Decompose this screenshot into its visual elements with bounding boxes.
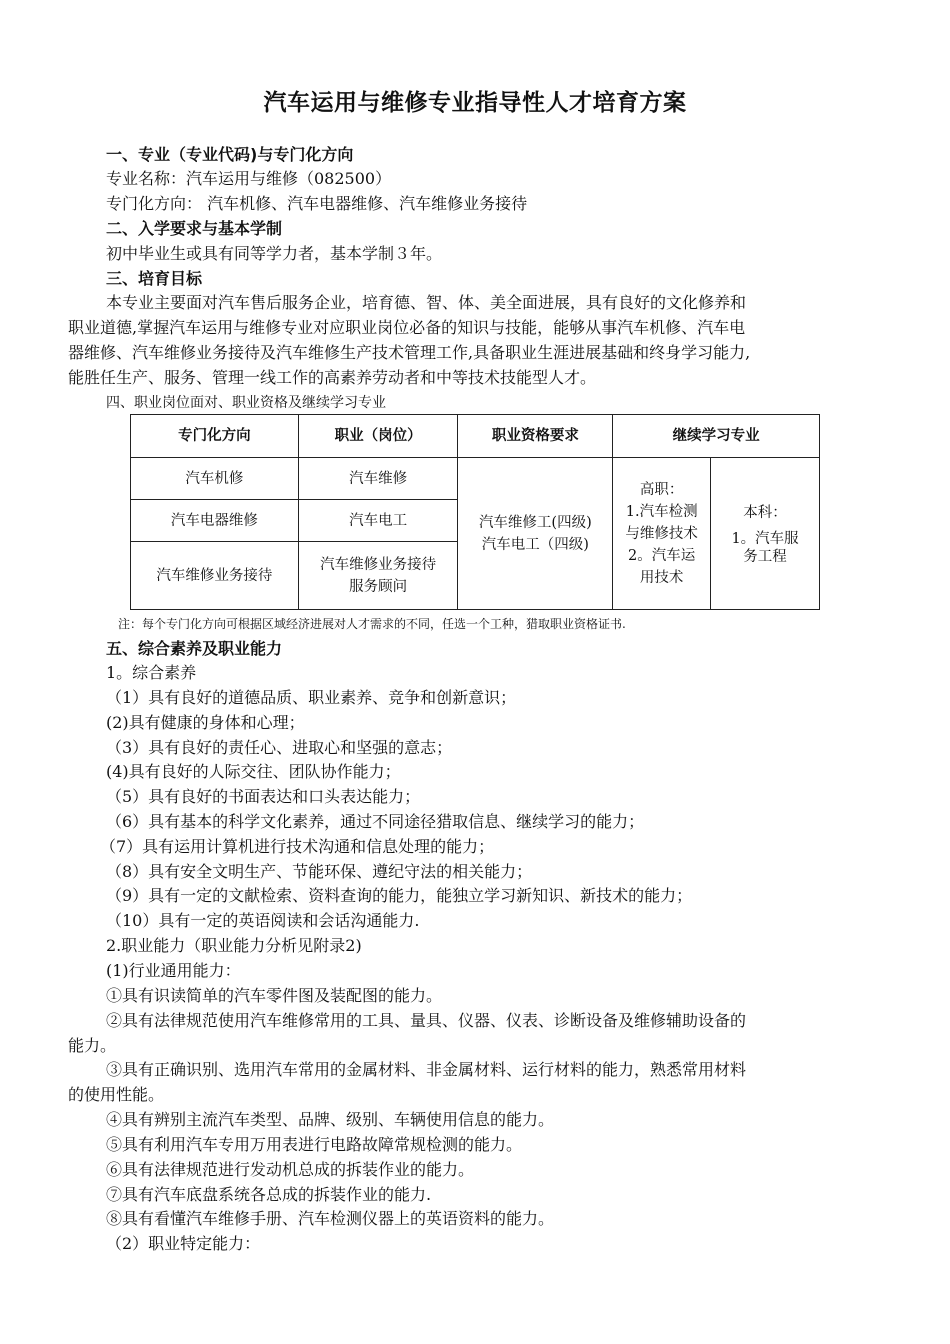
- quality-item: （8）具有安全文明生产、节能环保、遵纪守法的相关能力；: [106, 862, 533, 881]
- quality-item: （10）具有一定的英语阅读和会话沟通能力.: [106, 911, 420, 930]
- sub-heading-specific-abilities: （2）职业特定能力：: [106, 1234, 261, 1253]
- ability-item: ⑦具有汽车底盘系统各总成的拆装作业的能力.: [106, 1185, 432, 1204]
- ability-item: ⑧具有看懂汽车维修手册、汽车检测仪器上的英语资料的能力。: [106, 1209, 555, 1228]
- cell-direction: 汽车机修: [131, 458, 299, 500]
- table-header-row: [131, 415, 820, 458]
- section-5-heading: 五、综合素养及职业能力: [106, 639, 283, 658]
- higher-line: 高职：: [639, 481, 684, 498]
- ability-item-continued: 的使用性能。: [68, 1085, 165, 1104]
- quality-item: （6）具有基本的科学文化素养，通过不同途径猎取信息、继续学习的能力；: [106, 812, 645, 831]
- cell-job: 汽车维修: [298, 458, 458, 500]
- page-title: 汽车运用与维修专业指导性人才培育方案: [263, 90, 687, 116]
- cell-direction: 汽车维修业务接待: [131, 542, 299, 610]
- major-name: 专业名称：汽车运用与维修（082500）: [106, 169, 392, 188]
- section-3-heading: 三、培育目标: [106, 269, 203, 288]
- sub-heading-abilities: 2.职业能力（职业能力分析见附录2): [106, 936, 362, 955]
- qualification-line: 汽车维修工(四级): [478, 514, 592, 531]
- quality-item: （1）具有良好的道德品质、职业素养、竞争和创新意识；: [106, 688, 517, 707]
- cell-job: [298, 542, 458, 610]
- cell-bachelor: [711, 458, 820, 610]
- goal-line: 职业道德,掌握汽车运用与维修专业对应职业岗位必备的知识与技能，能够从事汽车机修、汽车电: [68, 318, 746, 337]
- quality-item: (4)具有良好的人际交往、团队协作能力；: [106, 762, 401, 781]
- bachelor-line: 本科：: [743, 504, 787, 521]
- quality-item: （3）具有良好的责任心、进取心和坚强的意志；: [106, 738, 453, 757]
- job-line: 汽车维修业务接待: [320, 556, 437, 573]
- bachelor-line: 1。汽车服: [731, 530, 799, 547]
- enrollment-text: 初中毕业生或具有同等学力者，基本学制３年。: [106, 244, 443, 263]
- cell-direction: 汽车电器维修: [131, 500, 299, 542]
- cell-qualification: [458, 458, 613, 610]
- career-table: [130, 414, 820, 610]
- bachelor-line: 务工程: [743, 548, 787, 565]
- higher-line: 2。汽车运: [628, 547, 696, 564]
- higher-line: 与维修技术: [625, 525, 698, 542]
- ability-item: ④具有辨别主流汽车类型、品牌、级别、车辆使用信息的能力。: [106, 1110, 555, 1129]
- table-row: [131, 458, 820, 500]
- quality-item: （9）具有一定的文献检索、资料查询的能力，能独立学习新知识、新技术的能力；: [106, 886, 693, 905]
- ability-item: ③具有正确识别、选用汽车常用的金属材料、非金属材料、运行材料的能力，熟悉常用材料: [106, 1060, 747, 1079]
- table-note: 注：每个专门化方向可根据区域经济进展对人才需求的不同，任选一个工种，猎取职业资格证书.: [118, 617, 626, 631]
- goal-line: 能胜任生产、服务、管理一线工作的高素养劳动者和中等技术技能型人才。: [68, 368, 597, 387]
- higher-line: 用技术: [639, 569, 684, 586]
- sub-heading-general-abilities: (1)行业通用能力：: [106, 961, 241, 980]
- ability-item: ①具有识读简单的汽车零件图及装配图的能力。: [106, 986, 443, 1005]
- quality-item: （7）具有运用计算机进行技术沟通和信息处理的能力；: [100, 837, 495, 856]
- qualification-line: 汽车电工（四级): [481, 536, 589, 553]
- section-1-heading: 一、专业（专业代码)与专门化方向: [106, 145, 354, 164]
- ability-item-continued: 能力。: [68, 1036, 117, 1055]
- quality-item: （5）具有良好的书面表达和口头表达能力；: [106, 787, 421, 806]
- quality-item: (2)具有健康的身体和心理；: [106, 713, 305, 732]
- header-qualification: 职业资格要求: [458, 415, 613, 458]
- section-2-heading: 二、入学要求与基本学制: [106, 219, 283, 238]
- cell-job: 汽车电工: [298, 500, 458, 542]
- ability-item: ②具有法律规范使用汽车维修常用的工具、量具、仪器、仪表、诊断设备及维修辅助设备的: [106, 1011, 747, 1030]
- header-direction: 专门化方向: [131, 415, 299, 458]
- cell-higher-vocational: [613, 458, 711, 610]
- goal-line: 器维修、汽车维修业务接待及汽车维修生产技术管理工作,具备职业生涯进展基础和终身学习能力,: [68, 343, 751, 362]
- section-4-heading: 四、职业岗位面对、职业资格及继续学习专业: [106, 395, 386, 411]
- header-further-study: 继续学习专业: [613, 415, 820, 458]
- job-line: 服务顾问: [349, 578, 408, 595]
- sub-heading-qualities: 1。综合素养: [106, 663, 197, 682]
- header-job: 职业（岗位）: [298, 415, 458, 458]
- ability-item: ⑤具有利用汽车专用万用表进行电路故障常规检测的能力。: [106, 1135, 523, 1154]
- specialization-directions: 专门化方向： 汽车机修、汽车电器维修、汽车维修业务接待: [106, 194, 528, 213]
- ability-item: ⑥具有法律规范进行发动机总成的拆装作业的能力。: [106, 1160, 475, 1179]
- goal-line: 本专业主要面对汽车售后服务企业，培育德、智、体、美全面进展，具有良好的文化修养和: [106, 293, 747, 312]
- higher-line: 1.汽车检测: [625, 503, 698, 520]
